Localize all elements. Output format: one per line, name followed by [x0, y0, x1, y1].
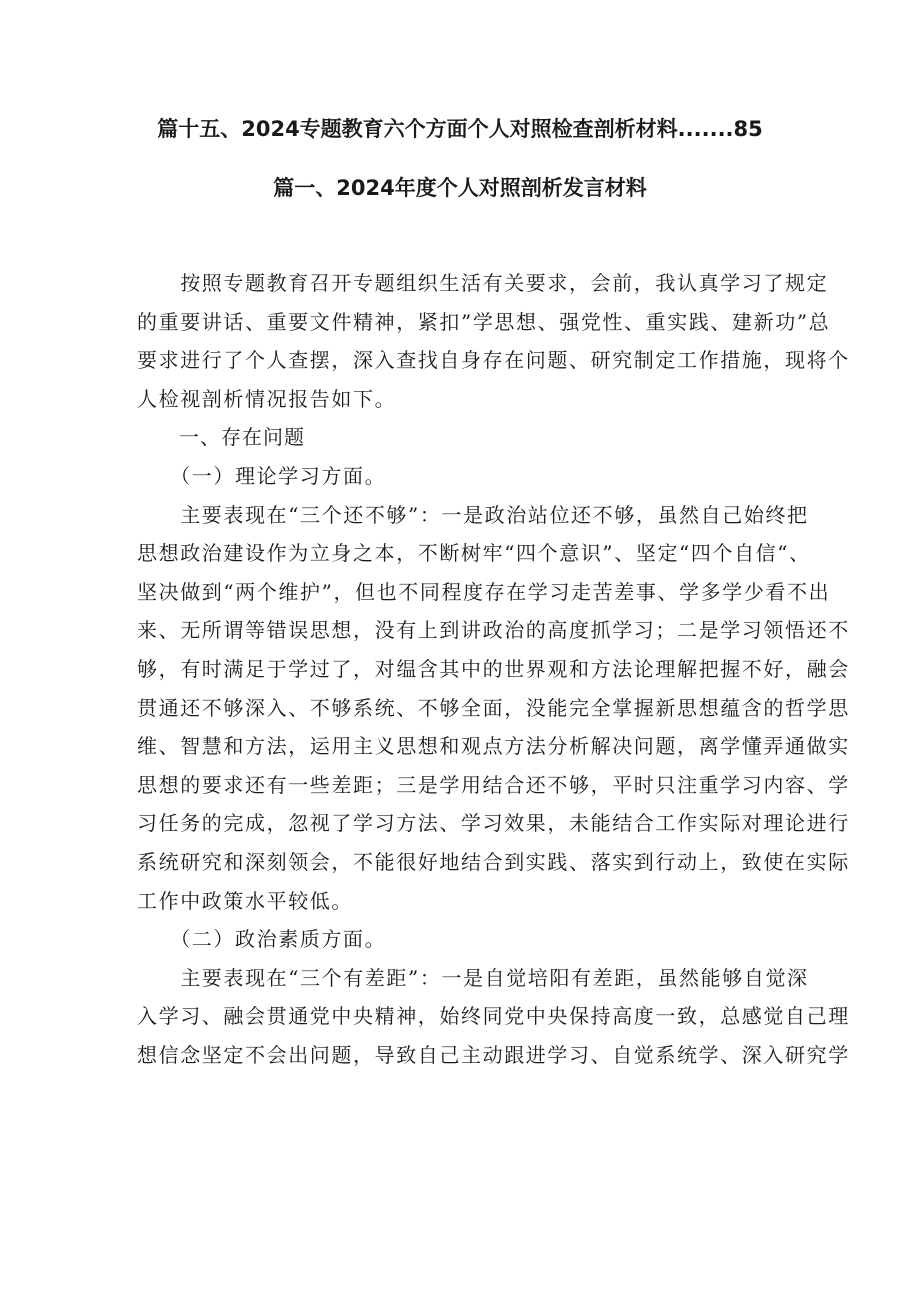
paragraph-line: 够，有时满足于学过了，对缊含其中的世界观和方法论理解把握不好，融会	[137, 656, 850, 681]
article-title: 篇一、2024年度个人对照剖析发言材料	[273, 176, 647, 200]
paragraph-line: 入学习、融会贯通党中央精神，始终同党中央保持高度一致，总感觉自己理	[137, 1004, 850, 1029]
paragraph-line: 工作中政策水平较低。	[137, 888, 353, 913]
subsection-heading: （二）政治素质方面。	[137, 927, 387, 952]
toc-entry: 篇十五、2024专题教育六个方面个人对照检查剖析材料.......85	[157, 117, 763, 141]
paragraph-line: 习任务的完成，忽视了学习方法、学习效果，未能结合工作实际对理论进行	[137, 811, 850, 836]
paragraph-line: 思想政治建设作为立身之本，不断树牢“四个意识”、坚定“四个自信“、	[137, 541, 811, 566]
paragraph-line: 的重要讲话、重要文件精神，紧扣”学思想、强党性、重实践、建新功”总	[137, 309, 831, 334]
paragraph-line: 坚决做到“两个维护”，但也不同程度存在学习走苦差事、学多学少看不出	[137, 579, 831, 604]
paragraph-line: 来、无所谓等错误思想，没有上到讲政治的高度抓学习；二是学习领悟还不	[137, 618, 850, 643]
body-text	[137, 264, 850, 1074]
paragraph-line: 系统研究和深刻领会，不能很好地结合到实践、落实到行动上，致使在实际	[137, 849, 850, 874]
paragraph-line: 人检视剖析情况报告如下。	[137, 386, 397, 411]
subsection-heading: （一）理论学习方面。	[137, 463, 387, 488]
paragraph-line: 要求进行了个人查摆，深入查找自身存在问题、研究制定工作措施，现将个	[137, 348, 850, 373]
section-heading: 一、存在问题	[137, 425, 305, 450]
paragraph-line: 贯通还不够深入、不够系统、不够全面，没能完全掌握新思想蕴含的哲学思	[137, 695, 850, 720]
paragraph-line: 按照专题教育召开专题组织生活有关要求，会前，我认真学习了规定	[137, 271, 829, 295]
paragraph-line: 想信念坚定不会出问题，导致自己主动跟进学习、自觉系统学、深入研究学	[137, 1042, 850, 1067]
paragraph-line: 思想的要求还有一些差距；三是学用结合还不够，平时只注重学习内容、学	[137, 772, 850, 797]
paragraph-line: 主要表现在“三个有差距”：一是自觉培阳有差距，虽然能够自觉深	[137, 965, 809, 990]
paragraph-line: 维、智慧和方法，运用主义思想和观点方法分析解决问题，离学懂弄通做实	[137, 734, 850, 759]
paragraph-line: 主要表现在“三个还不够”：一是政治站位还不够，虽然自己始终把	[137, 502, 809, 527]
